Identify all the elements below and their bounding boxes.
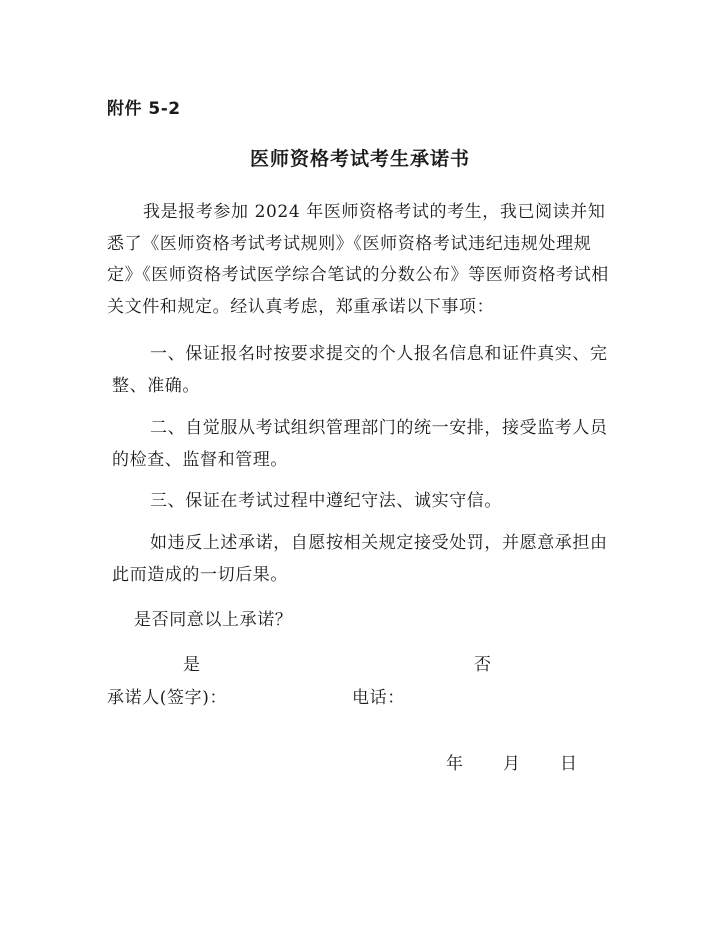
commitment-item-3: 三、保证在考试过程中遵纪守法、诚实守信。	[150, 491, 502, 511]
signature-label: 承诺人(签字)：	[107, 688, 228, 708]
date-day-label: 日	[560, 754, 577, 774]
commitment-item-1: 一、保证报名时按要求提交的个人报名信息和证件真实、完整、准确。	[112, 344, 608, 396]
phone-label: 电话：	[352, 688, 405, 708]
page-title: 医师资格考试考生承诺书	[249, 148, 470, 170]
option-yes[interactable]: 是	[183, 655, 200, 675]
intro-paragraph: 我是报考参加 2024 年医师资格考试的考生，我已阅读并知悉了《医师资格考试考试规则》《医师资格考试违纪违规处理规定》《医师资格考试医学综合笔试的分数公布》等医师资格考试相关文件和规定。经认真考虑，郑重承诺以下事项：	[107, 202, 609, 317]
consequence-paragraph: 如违反上述承诺，自愿按相关规定接受处罚，并愿意承担由此而造成的一切后果。	[112, 533, 608, 585]
attachment-label: 附件 5-2	[107, 99, 181, 119]
commitment-item-2: 二、自觉服从考试组织管理部门的统一安排，接受监考人员的检查、监督和管理。	[112, 418, 608, 470]
option-no[interactable]: 否	[474, 655, 491, 675]
date-year-label: 年	[446, 754, 463, 774]
agreement-question: 是否同意以上承诺？	[134, 610, 293, 630]
date-month-label: 月	[503, 754, 520, 774]
